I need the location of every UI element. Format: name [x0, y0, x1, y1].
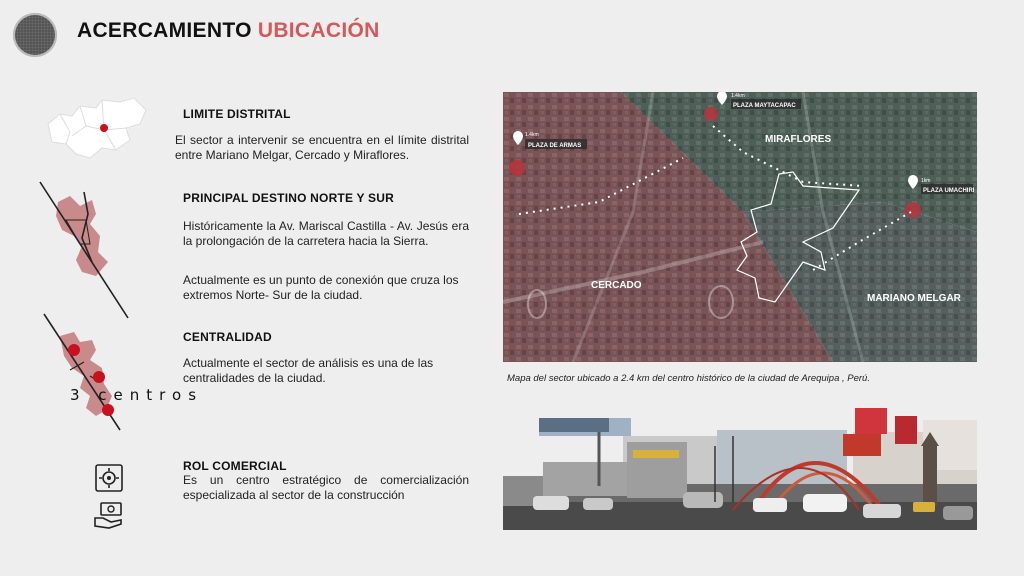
heading-centralidad: CENTRALIDAD: [183, 330, 272, 344]
heading-destino: PRINCIPAL DESTINO NORTE Y SUR: [183, 191, 394, 205]
title-part2: UBICACIÓN: [257, 19, 380, 42]
centers-icon: [40, 310, 130, 434]
page-title: [77, 19, 380, 43]
money-hand-icon: [93, 500, 125, 530]
title-part1: ACERCAMIENTO: [77, 19, 252, 42]
pin-armas-dist: 1.4km: [525, 132, 539, 138]
text-rol: Es un centro estratégico de comercialización especializada al sector de la construcción: [183, 473, 469, 502]
map-caption: Mapa del sector ubicado a 2.4 km del centro histórico de la ciudad de Arequipa , Perú.: [507, 373, 870, 384]
text-destino-2: Actualmente es un punto de conexión que cruza los extremos Norte- Sur de la ciudad.: [183, 273, 459, 302]
heading-limite: LIMITE DISTRITAL: [183, 107, 291, 121]
center-dot-1: [68, 344, 80, 356]
label-miraflores: MIRAFLORES: [765, 134, 832, 145]
road-axis-icon: [36, 180, 132, 320]
center-dot-3: [102, 404, 114, 416]
gear-tools-icon: [93, 462, 125, 494]
three-centers-label: 3 centros: [70, 386, 204, 404]
pin-armas-name: PLAZA DE ARMAS: [528, 143, 582, 149]
text-limite: El sector a intervenir se encuentra en el límite distrital entre Mariano Melgar, Cercado y Miraflores.: [175, 133, 469, 162]
center-dot-2: [93, 371, 105, 383]
text-centralidad: Actualmente el sector de análisis es una de las centralidades de la ciudad.: [183, 356, 434, 385]
pin-maytacapac-dist: 1.4km: [731, 93, 745, 99]
text-destino-1: Históricamente la Av. Mariscal Castilla - Av. Jesús era la prolongación de la carretera hacia la Sierra.: [183, 219, 469, 248]
district-map-icon: [42, 96, 152, 162]
logo-circle: [13, 13, 57, 57]
pin-umachiri-name: PLAZA UMACHIRI: [923, 188, 975, 194]
heading-rol: ROL COMERCIAL: [183, 459, 287, 473]
location-map: [503, 92, 977, 362]
street-photo-collage: [503, 406, 977, 530]
pin-maytacapac-name: PLAZA MAYTACAPAC: [733, 103, 796, 109]
label-cercado: CERCADO: [591, 280, 642, 291]
location-dot: [100, 124, 108, 132]
pin-umachiri-dist: 1km: [921, 178, 931, 184]
label-mariano-melgar: MARIANO MELGAR: [867, 293, 961, 304]
